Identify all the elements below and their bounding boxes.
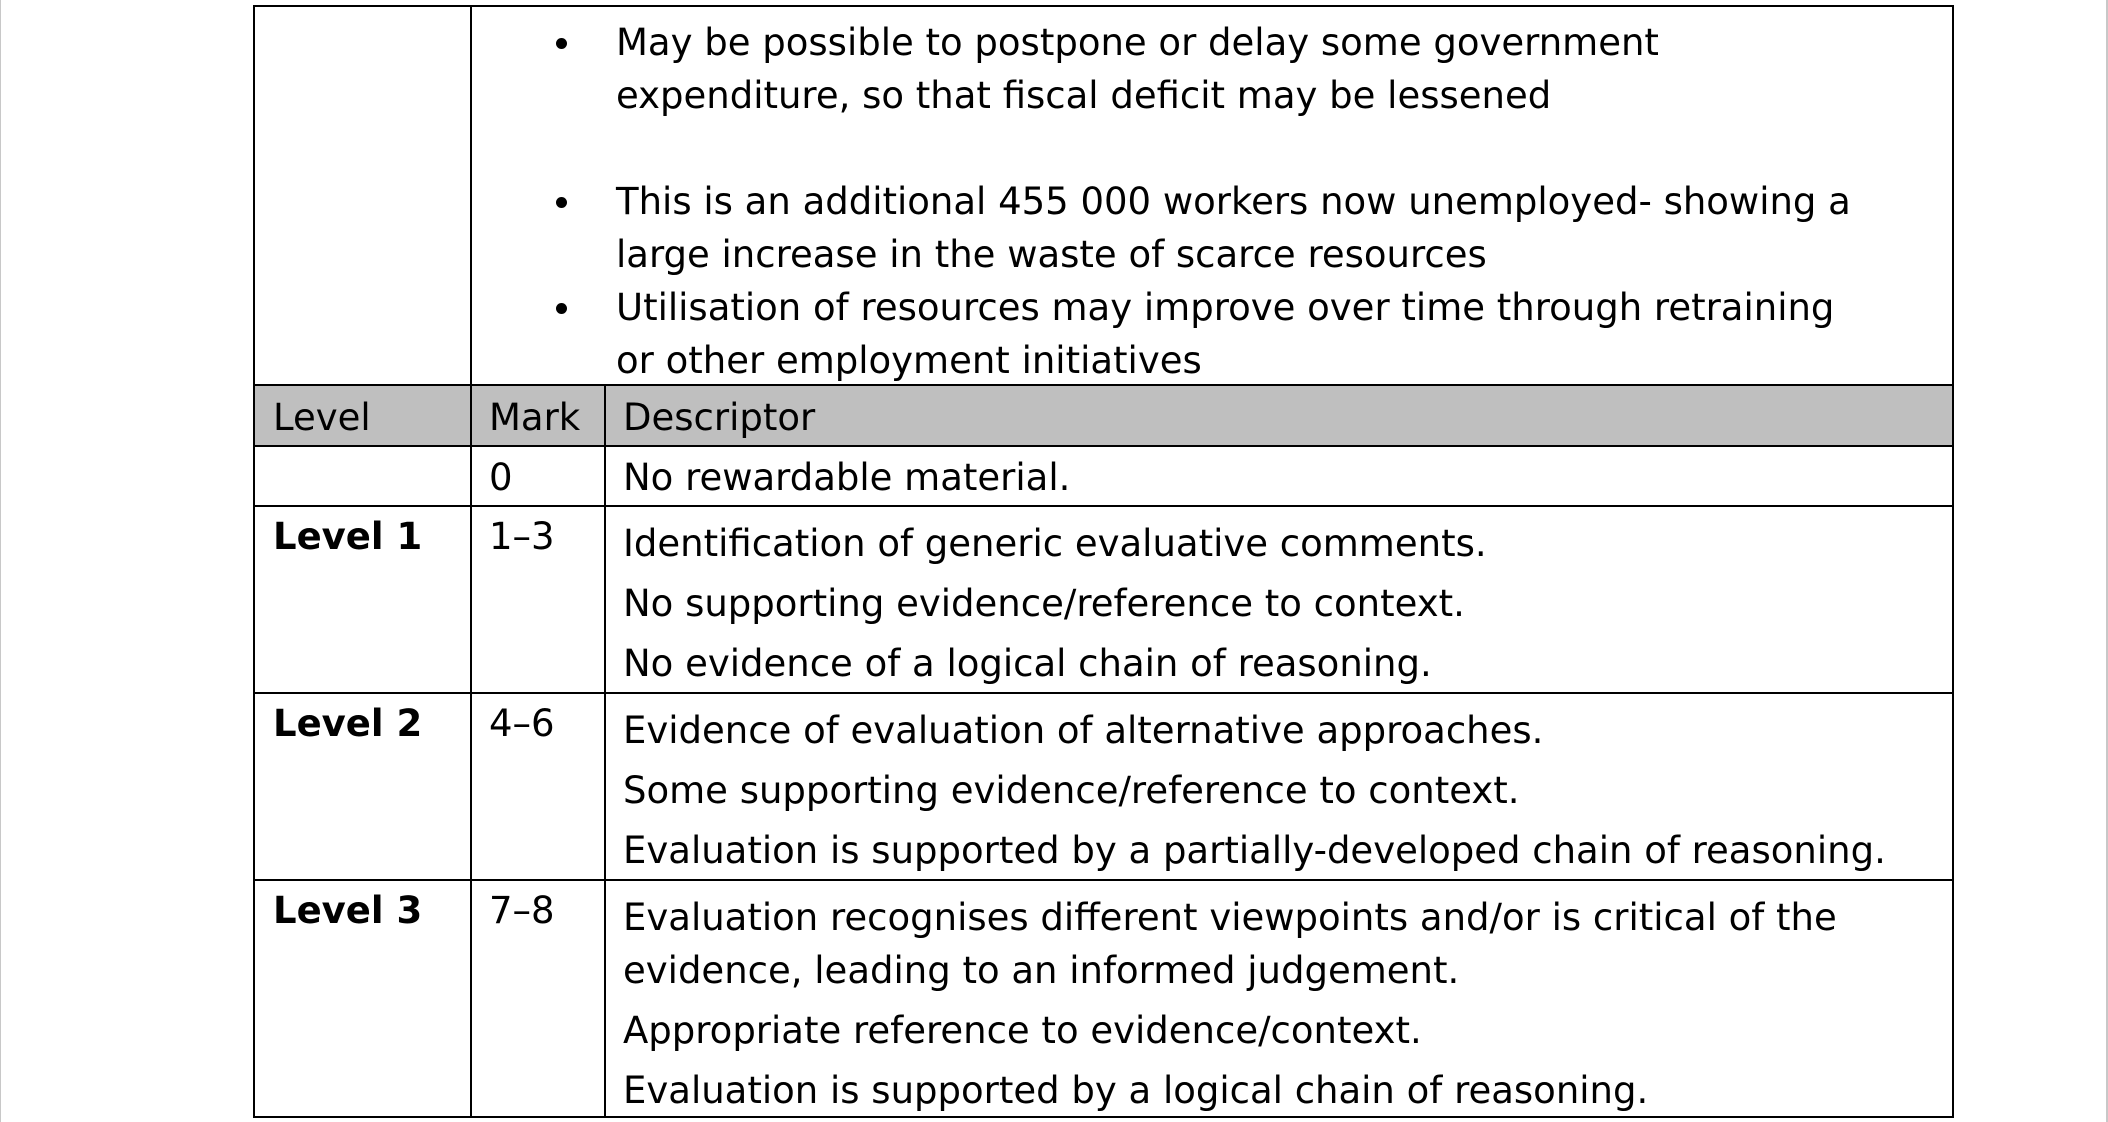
- bullet-icon: [556, 38, 567, 49]
- column-divider: [604, 386, 606, 1118]
- row-1-mark: 1–3: [489, 515, 555, 558]
- row-2-descriptor-2: Some supporting evidence/reference to context.: [623, 769, 1520, 812]
- row-divider: [255, 879, 1952, 881]
- row-2-descriptor-3: Evaluation is supported by a partially-developed chain of reasoning.: [623, 829, 1886, 872]
- column-divider: [470, 7, 472, 1118]
- row-2-descriptor-1: Evidence of evaluation of alternative approaches.: [623, 709, 1544, 752]
- header-descriptor: Descriptor: [623, 396, 816, 439]
- row-0-mark: 0: [489, 456, 513, 499]
- page-left-edge: [0, 0, 1, 1122]
- row-0-descriptor-1: No rewardable material.: [623, 456, 1071, 499]
- bullet-icon: [556, 303, 567, 314]
- row-1-descriptor-2: No supporting evidence/reference to context.: [623, 582, 1465, 625]
- row-divider: [255, 505, 1952, 507]
- row-1-descriptor-3: No evidence of a logical chain of reasoning.: [623, 642, 1432, 685]
- header-mark: Mark: [489, 396, 581, 439]
- row-1-descriptor-1: Identification of generic evaluative comments.: [623, 522, 1487, 565]
- header-level: Level: [273, 396, 371, 439]
- bullet-3-line-2: or other employment initiatives: [616, 339, 1202, 382]
- bullet-3-line-1: Utilisation of resources may improve over time through retraining: [616, 286, 1835, 329]
- mark-scheme-table: [253, 5, 1954, 1118]
- row-3-descriptor-2: evidence, leading to an informed judgement.: [623, 949, 1460, 992]
- bullet-2-line-2: large increase in the waste of scarce resources: [616, 233, 1487, 276]
- row-2-level: Level 2: [273, 702, 423, 745]
- row-2-mark: 4–6: [489, 702, 555, 745]
- bullet-2-line-1: This is an additional 455 000 workers now unemployed- showing a: [616, 180, 1851, 223]
- row-divider: [255, 692, 1952, 694]
- row-divider: [255, 445, 1952, 447]
- row-3-mark: 7–8: [489, 889, 555, 932]
- row-3-descriptor-1: Evaluation recognises different viewpoints and/or is critical of the: [623, 896, 1837, 939]
- bullet-1-line-1: May be possible to postpone or delay some government: [616, 21, 1659, 64]
- row-3-descriptor-3: Appropriate reference to evidence/context.: [623, 1009, 1422, 1052]
- bullet-icon: [556, 197, 567, 208]
- row-3-descriptor-4: Evaluation is supported by a logical chain of reasoning.: [623, 1069, 1649, 1112]
- row-3-level: Level 3: [273, 889, 423, 932]
- bullet-1-line-2: expenditure, so that fiscal deficit may be lessened: [616, 74, 1552, 117]
- row-1-level: Level 1: [273, 515, 423, 558]
